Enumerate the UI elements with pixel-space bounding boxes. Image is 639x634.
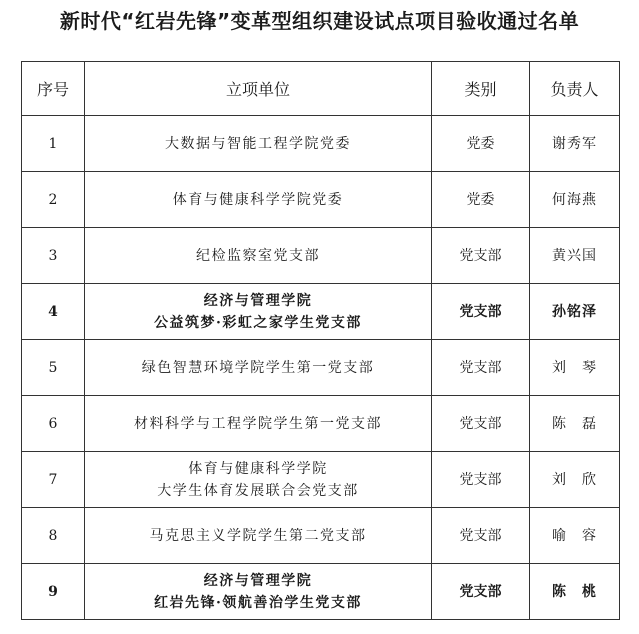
row-unit (85, 508, 432, 564)
pilot-project-table (21, 61, 620, 620)
row-unit (85, 284, 432, 340)
table-row (22, 228, 620, 284)
table-row (22, 508, 620, 564)
row-unit-line: 纪检监察室党支部 (196, 247, 320, 264)
row-number: 8 (22, 508, 85, 564)
table-row (22, 284, 620, 340)
header-category: 类别 (432, 62, 530, 116)
row-unit-line: 大数据与智能工程学院党委 (165, 135, 351, 152)
row-category: 党支部 (432, 396, 530, 452)
row-category: 党委 (432, 172, 530, 228)
row-category: 党支部 (432, 228, 530, 284)
row-number: 3 (22, 228, 85, 284)
row-leader: 孙铭泽 (530, 284, 620, 340)
table-row (22, 452, 620, 508)
row-unit (85, 172, 432, 228)
row-unit-line: 马克思主义学院学生第二党支部 (149, 527, 367, 544)
row-category: 党支部 (432, 452, 530, 508)
row-unit-line: 经济与管理学院 (203, 292, 313, 309)
table-row (22, 396, 620, 452)
row-number: 6 (22, 396, 85, 452)
row-unit-line: 经济与管理学院 (203, 572, 313, 589)
row-leader: 何海燕 (530, 172, 620, 228)
row-unit (85, 452, 432, 508)
row-unit (85, 116, 432, 172)
row-number: 2 (22, 172, 85, 228)
row-leader: 刘 琴 (530, 340, 620, 396)
row-unit-line: 大学生体育发展联合会党支部 (157, 482, 359, 499)
row-number: 5 (22, 340, 85, 396)
table-row (22, 172, 620, 228)
header-serial-number: 序号 (22, 62, 85, 116)
row-number: 9 (22, 564, 85, 620)
page-title: 新时代“红岩先锋”变革型组织建设试点项目验收通过名单 (59, 9, 580, 33)
row-unit (85, 396, 432, 452)
header-project-unit: 立项单位 (85, 62, 432, 116)
row-unit (85, 564, 432, 620)
table-row (22, 116, 620, 172)
row-leader: 喻 容 (530, 508, 620, 564)
row-leader: 谢秀军 (530, 116, 620, 172)
row-leader: 陈 桃 (530, 564, 620, 620)
row-unit-line: 体育与健康科学学院党委 (172, 191, 344, 208)
row-unit-line: 绿色智慧环境学院学生第一党支部 (141, 359, 375, 376)
row-number: 1 (22, 116, 85, 172)
row-unit-line: 体育与健康科学学院 (188, 460, 328, 477)
row-number: 4 (22, 284, 85, 340)
row-category: 党支部 (432, 564, 530, 620)
row-leader: 刘 欣 (530, 452, 620, 508)
row-category: 党委 (432, 116, 530, 172)
row-unit-line: 红岩先锋·领航善治学生党支部 (154, 594, 362, 611)
row-category: 党支部 (432, 508, 530, 564)
row-unit-line: 公益筑梦·彩虹之家学生党支部 (154, 314, 362, 331)
row-category: 党支部 (432, 340, 530, 396)
row-leader: 黄兴国 (530, 228, 620, 284)
table-row (22, 340, 620, 396)
table-row (22, 564, 620, 620)
row-number: 7 (22, 452, 85, 508)
row-unit (85, 340, 432, 396)
header-leader: 负责人 (530, 62, 620, 116)
row-unit (85, 228, 432, 284)
row-leader: 陈 磊 (530, 396, 620, 452)
row-unit-line: 材料科学与工程学院学生第一党支部 (134, 415, 382, 432)
table-header-row (22, 62, 620, 116)
row-category: 党支部 (432, 284, 530, 340)
